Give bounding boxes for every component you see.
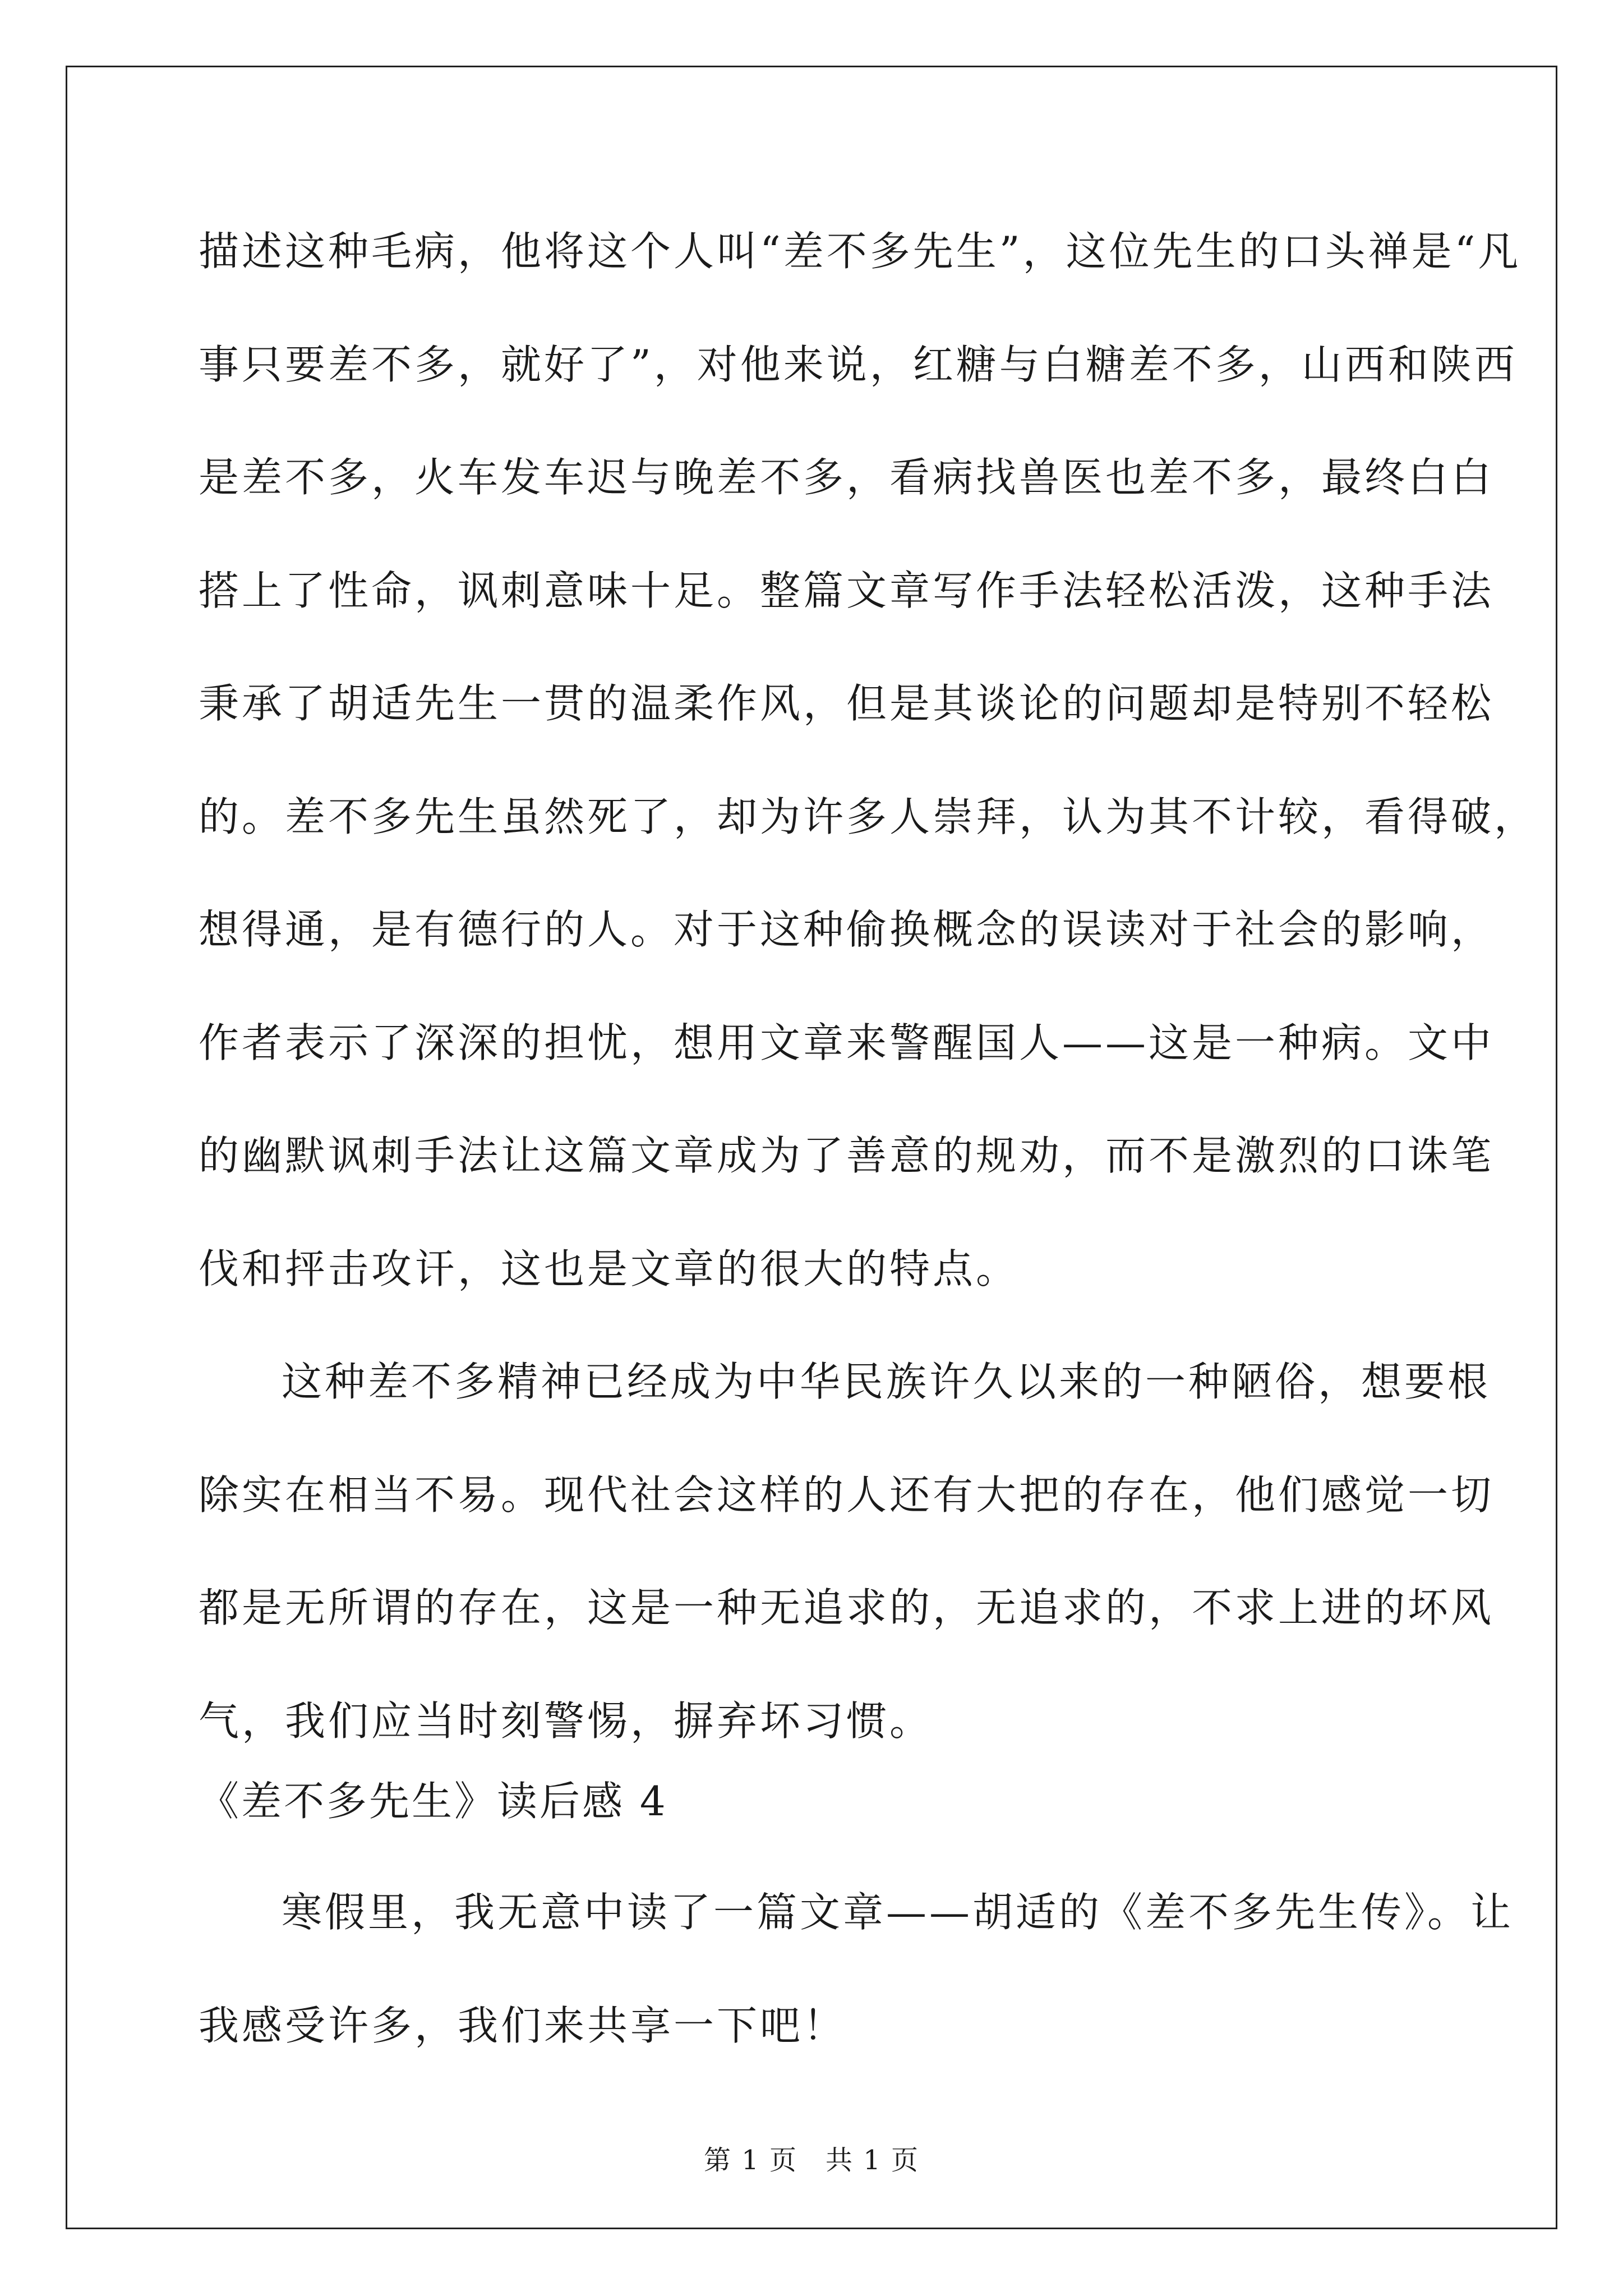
text-line: 描述这种毛病，他将这个人叫“差不多先生”，这位先生的口头禅是“凡 — [199, 228, 1521, 275]
text-line: 都是无所谓的存在，这是一种无追求的，无追求的，不求上进的坏风 — [199, 1584, 1495, 1631]
text-line: 作者表示了深深的担忧，想用文章来警醒国人——这是一种病。文中 — [199, 1019, 1495, 1066]
text-line: 除实在相当不易。现代社会这样的人还有大把的存在，他们感觉一切 — [199, 1471, 1495, 1519]
text-line: 搭上了性命，讽刺意味十足。整篇文章写作手法轻松活泼，这种手法 — [199, 567, 1495, 614]
text-line: 气，我们应当时刻警惕，摒弃坏习惯。 — [199, 1697, 933, 1745]
text-line: 秉承了胡适先生一贯的温柔作风，但是其谈论的问题却是特别不轻松 — [199, 680, 1495, 727]
text-line: 事只要差不多，就好了”，对他来说，红糖与白糖差不多，山西和陕西 — [199, 341, 1518, 388]
section-heading: 《差不多先生》读后感 4 — [199, 1778, 668, 1825]
document-body — [199, 218, 1538, 2105]
paragraph-3 — [199, 1879, 1514, 2105]
text-line: 的幽默讽刺手法让这篇文章成为了善意的规劝，而不是激烈的口诛笔 — [199, 1132, 1495, 1179]
text-line: 伐和抨击攻讦，这也是文章的很大的特点。 — [199, 1245, 1020, 1292]
text-line: 我感受许多，我们来共享一下吧！ — [199, 2001, 847, 2049]
text-line: 是差不多，火车发车迟与晚差不多，看病找兽医也差不多，最终白白 — [199, 454, 1495, 501]
paragraph-1 — [199, 218, 1538, 1348]
text-line: 寒假里，我无意中读了一篇文章——胡适的《差不多先生传》。让 — [282, 1889, 1514, 1936]
text-line: 这种差不多精神已经成为中华民族许久以来的一种陋俗，想要根 — [282, 1358, 1491, 1405]
text-line: 的。差不多先生虽然死了，却为许多人崇拜，认为其不计较，看得破， — [199, 793, 1538, 840]
text-line: 想得通，是有德行的人。对于这种偷换概念的误读对于社会的影响， — [199, 906, 1495, 953]
page-footer: 第 1 页 共 1 页 — [703, 2145, 920, 2176]
paragraph-2 — [199, 1348, 1495, 1800]
